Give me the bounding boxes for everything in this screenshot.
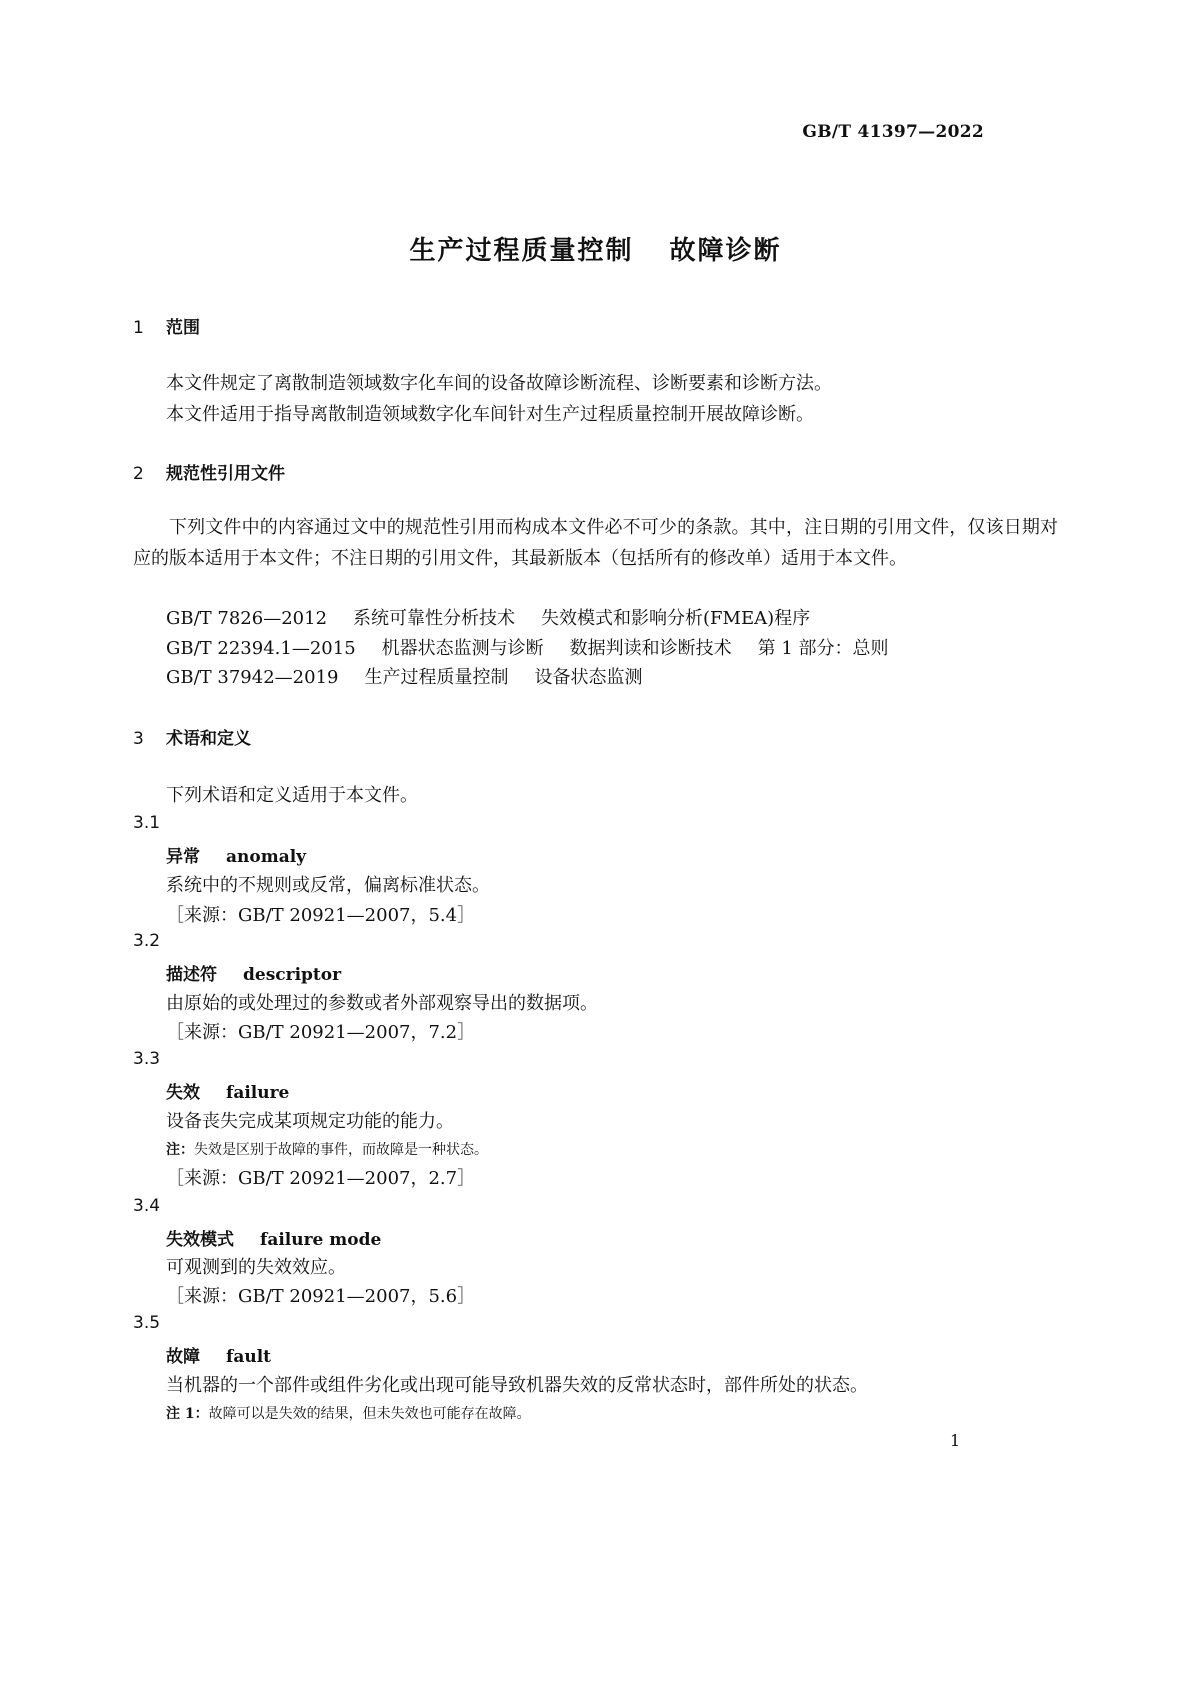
reference-code: GB/T 37942—2019 xyxy=(166,667,339,688)
term-definition: 由原始的或处理过的参数或者外部观察导出的数据项。 xyxy=(166,993,598,1014)
term-source: ［来源：GB/T 20921—2007，2.7］ xyxy=(166,1168,476,1189)
note-label: 注： xyxy=(166,1142,194,1158)
term-heading xyxy=(166,1225,381,1250)
title-part-1: 生产过程质量控制 xyxy=(409,236,634,266)
section-title: 规范性引用文件 xyxy=(166,464,285,484)
title-part-2: 故障诊断 xyxy=(669,236,782,266)
section-3-heading xyxy=(133,724,251,749)
standard-number: GB/T 41397—2022 xyxy=(802,122,984,142)
term-number: 3.5 xyxy=(133,1313,161,1333)
term-en: failure mode xyxy=(260,1230,382,1250)
section-2-intro: 下列文件中的内容通过文中的规范性引用而构成本文件必不可少的条款。其中，注日期的引用文件，仅该日期对应的版本适用于本文件；不注日期的引用文件，其最新版本（包括所有的修改单）适用于本文件。 xyxy=(133,517,1058,569)
section-number: 2 xyxy=(133,464,144,484)
document-title xyxy=(0,230,1191,267)
section-1-heading xyxy=(133,313,200,338)
reference-subtitle: 失效模式和影响分析(FMEA)程序 xyxy=(541,608,811,629)
term-note xyxy=(166,1139,488,1159)
note-label: 注 1： xyxy=(166,1406,209,1422)
term-heading xyxy=(166,842,306,867)
reference-title: 生产过程质量控制 xyxy=(364,667,509,688)
term-source: ［来源：GB/T 20921—2007，5.4］ xyxy=(166,905,476,926)
reference-subtitle: 数据判读和诊断技术 xyxy=(569,638,732,659)
term-en: failure xyxy=(226,1083,290,1103)
term-definition: 当机器的一个部件或组件劣化或出现可能导致机器失效的反常状态时，部件所处的状态。 xyxy=(166,1375,868,1396)
section-2-heading xyxy=(133,459,285,484)
note-text: 失效是区别于故障的事件，而故障是一种状态。 xyxy=(194,1142,488,1158)
term-source: ［来源：GB/T 20921—2007，7.2］ xyxy=(166,1022,476,1043)
reference-title: 系统可靠性分析技术 xyxy=(353,608,516,629)
term-definition: 可观测到的失效效应。 xyxy=(166,1257,346,1278)
section-number: 1 xyxy=(133,318,144,338)
term-zh: 故障 xyxy=(166,1347,200,1367)
reference-part: 第 1 部分：总则 xyxy=(757,638,889,659)
note-text: 故障可以是失效的结果，但未失效也可能存在故障。 xyxy=(208,1406,531,1422)
section-title: 范围 xyxy=(166,318,200,338)
term-zh: 失效模式 xyxy=(166,1230,234,1250)
reference-item xyxy=(166,663,642,689)
page-number: 1 xyxy=(950,1431,961,1450)
section-title: 术语和定义 xyxy=(166,729,251,749)
section-1-paragraph: 本文件适用于指导离散制造领域数字化车间针对生产过程质量控制开展故障诊断。 xyxy=(166,404,814,425)
term-definition: 设备丧失完成某项规定功能的能力。 xyxy=(166,1111,454,1132)
reference-item xyxy=(166,634,889,660)
reference-code: GB/T 22394.1—2015 xyxy=(166,638,356,659)
section-number: 3 xyxy=(133,729,144,749)
reference-subtitle: 设备状态监测 xyxy=(534,667,643,688)
term-en: descriptor xyxy=(243,965,342,985)
reference-item xyxy=(166,604,810,630)
term-number: 3.4 xyxy=(133,1196,161,1216)
term-number: 3.3 xyxy=(133,1049,161,1069)
term-zh: 描述符 xyxy=(166,965,217,985)
section-1-paragraph: 本文件规定了离散制造领域数字化车间的设备故障诊断流程、诊断要素和诊断方法。 xyxy=(166,373,832,394)
term-zh: 失效 xyxy=(166,1083,200,1103)
term-number: 3.2 xyxy=(133,931,161,951)
term-heading xyxy=(166,960,341,985)
term-number: 3.1 xyxy=(133,813,161,833)
term-note xyxy=(166,1403,531,1423)
term-definition: 系统中的不规则或反常，偏离标准状态。 xyxy=(166,875,490,896)
term-en: fault xyxy=(226,1347,271,1367)
term-source: ［来源：GB/T 20921—2007，5.6］ xyxy=(166,1286,476,1307)
term-en: anomaly xyxy=(226,847,307,867)
section-3-intro: 下列术语和定义适用于本文件。 xyxy=(166,785,418,806)
term-heading xyxy=(166,1342,271,1367)
term-zh: 异常 xyxy=(166,847,200,867)
reference-code: GB/T 7826—2012 xyxy=(166,608,328,629)
term-heading xyxy=(166,1078,289,1103)
reference-title: 机器状态监测与诊断 xyxy=(381,638,544,659)
